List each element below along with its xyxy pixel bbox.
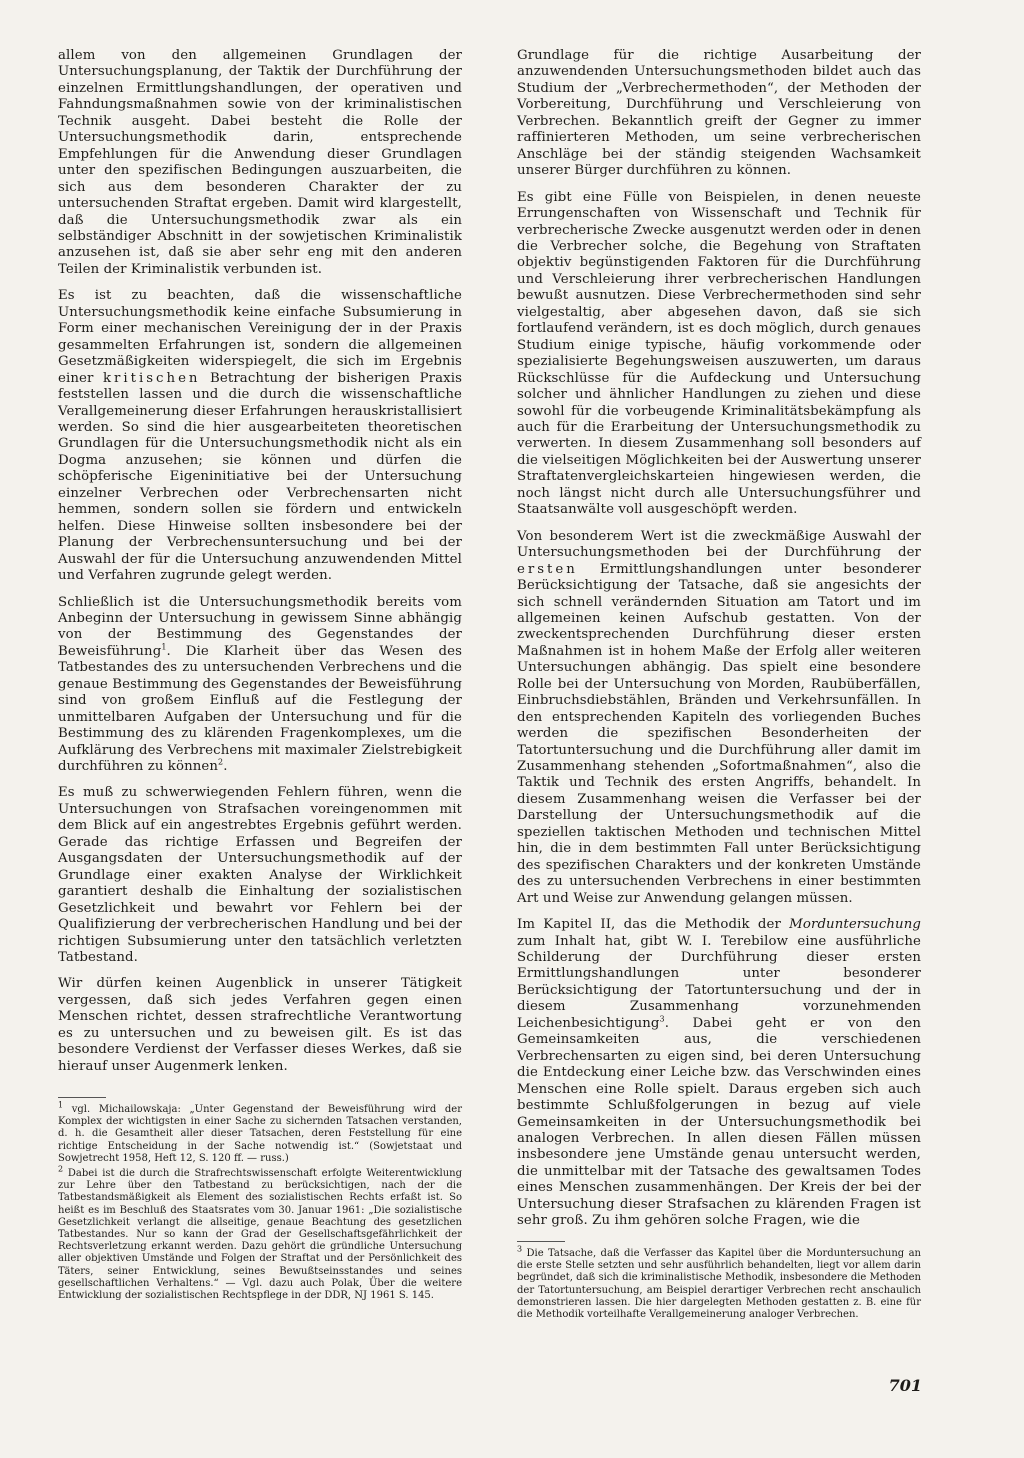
page-number: 701	[888, 1376, 922, 1395]
text-run: Von besonderem Wert ist die zweckmäßige Auswahl der Untersuchungsmethoden bei der Durchführung der	[517, 528, 921, 561]
footnote	[58, 1164, 462, 1302]
paragraph: allem von den allgemeinen Grundlagen der Untersuchungsplanung, der Taktik der Durchführung der einzelnen Ermittlungshandlungen, der operativen und Fahndungsmaßnahmen sowie von der kriminalistischen Technik ausgeht. Dabei besteht die Rolle der Untersuchungsmethodik darin, entsprechende Empfehlungen für die Anwendung dieser Grundlagen unter den spezifischen Bedingungen auszuarbeiten, die sich aus dem besonderen Charakter der zu untersuchenden Straftat ergeben. Damit wird klargestellt, daß die Untersuchungsmethodik zwar als ein selbständiger Abschnitt in der sowjetischen Kriminalistik anzusehen ist, daß sie aber sehr eng mit den anderen Teilen der Kriminalistik verbunden ist.	[58, 48, 462, 277]
text-run: zum Inhalt hat, gibt W. I. Terebilow eine ausführliche Schilderung der Durchführung dieser ersten Ermittlungshandlungen unter besonderer Berücksichtigung der Tatortuntersuchung und der in diesem Zusammenhang vorzunehmenden Leichenbesichtigung	[517, 933, 921, 1031]
paragraph	[58, 595, 462, 776]
footnote-ref: 2	[218, 757, 224, 767]
footnote-number: 2	[58, 1164, 64, 1174]
right-footnotes	[517, 1244, 921, 1324]
text-run: Betrachtung der bisherigen Praxis feststellen lassen und die durch die wissenschaftliche Verallgemeinerung dieser Erfahrungen herauskristallisiert werden. So sind die hier ausgearbeiteten theoretischen Grundlagen für die Untersuchungsmethodik nicht als ein Dogma anzusehen; sie können und dürfen die schöpferische Eigeninitiative bei der Untersuchung einzelner Verbrechen oder Verbrechensarten nicht hemmen, sondern sollen sie fördern und entwickeln helfen. Diese Hinweise sollten insbesondere bei der Planung der Verbrechensuntersuchung und bei der Auswahl der für die Untersuchung anzuwendenden Mittel und Verfahren zugrunde gelegt werden.	[58, 370, 463, 584]
right-column	[517, 48, 921, 1240]
footnote-number: 3	[517, 1244, 523, 1254]
text-run: . Dabei geht er von den Gemeinsamkeiten aus, die verschiedenen Verbrechensarten zu eigen sind, bei deren Untersuchung die Entdeckung einer Leiche bzw. das Verschwinden eines Menschen eine Rolle spielt. Daraus ergeben sich auch bestimmte Schlußfolgerungen in bezug auf viele Gemeinsamkeiten in der Untersuchungsmethodik bei analogen Verbrechen. In allen diesen Fällen müssen insbesondere jene Umstände genau untersucht werden, die unmittelbar mit der Tatsache des gewaltsamen Todes eines Menschen zusammenhängen. Der Kreis der bei der Untersuchung dieser Strafsachen zu klärenden Fragen ist sehr groß. Zu ihm gehören solche Fragen, wie die	[517, 1015, 921, 1229]
footnote-divider	[58, 1097, 106, 1098]
footnote-ref: 3	[659, 1014, 665, 1024]
paragraph	[517, 917, 921, 1230]
footnote-text: Die Tatsache, daß die Verfasser das Kapitel über die Morduntersuchung an die erste Stelle setzten und sehr ausführlich behandelten, liegt vor allem darin begründet, daß sich die kriminalistische Methodik, insbesondere die Methoden der Tatortuntersuchung, am Beispiel derartiger Verbrechen recht anschaulich demonstrieren lassen. Die hier dargelegten Methoden gestatten z. B. eine für die Methodik vorteilhafte Verallgemeinerung analoger Verbrechen.	[517, 1248, 921, 1321]
paragraph: Grundlage für die richtige Ausarbeitung der anzuwendenden Untersuchungsmethoden bildet auch das Studium der „Verbrechermethoden“, der Methoden der Vorbereitung, Durchführung und Verschleierung von Verbrechen. Bekanntlich greift der Gegner zu immer raffinierteren Methoden, um seine verbrecherischen Anschläge bei der ständig steigenden Wachsamkeit unserer Bürger durchführen zu können.	[517, 48, 921, 179]
paragraph: Wir dürfen keinen Augenblick in unserer Tätigkeit vergessen, daß sich jedes Verfahren gegen einen Menschen richtet, dessen strafrechtliche Verantwortung es zu untersuchen und zu beweisen gilt. Es ist das besondere Verdienst der Verfasser dieses Werkes, daß sie hierauf unser Augenmerk lenken.	[58, 976, 462, 1074]
footnote-ref: 1	[161, 642, 167, 652]
paragraph: Es muß zu schwerwiegenden Fehlern führen, wenn die Untersuchungen von Strafsachen voreingenommen mit dem Blick auf ein angestrebtes Ergebnis geführt werden. Gerade das richtige Erfassen und Begreifen der Ausgangsdaten der Untersuchungsmethodik auf der Grundlage einer exakten Analyse der Wirklichkeit garantiert deshalb die Einhaltung der sozialistischen Gesetzlichkeit und bewahrt vor Fehlern bei der Qualifizierung der verbrecherischen Handlung und bei der richtigen Subsumierung unter den tatsächlich verletzten Tatbestand.	[58, 785, 462, 966]
text-run: .	[223, 759, 228, 775]
spaced-emphasis: ersten	[517, 561, 578, 577]
text-run: Es ist zu beachten, daß die wissenschaftliche Untersuchungsmethodik keine einfache Subsumierung in Form einer mechanischen Vereinigung der in der Praxis gesammelten Erfahrungen ist, sondern die allgemeinen Gesetzmäßigkeiten widerspiegelt, die sich im Ergebnis einer	[58, 288, 462, 386]
left-column	[58, 48, 462, 1085]
paragraph: Es gibt eine Fülle von Beispielen, in denen neueste Errungenschaften von Wissenschaft und Technik für verbrecherische Zwecke ausgenutzt werden oder in denen die Verbrecher solche, die Begehung von Straftaten objektiv begünstigenden Faktoren für die Durchführung und Verschleierung ihrer verbrecherischen Handlungen bewußt ausnutzen. Diese Verbrechermethoden sind sehr vielgestaltig, aber abgesehen davon, daß sie sich fortlaufend verändern, ist es doch möglich, durch genaues Studium einige typische, häufig vorkommende oder spezialisierte Begehungsweisen auszuwerten, um daraus Rückschlüsse für die Aufdeckung und Untersuchung solcher und ähnlicher Handlungen zu ziehen und diese sowohl für die vorbeugende Kriminalitätsbekämpfung als auch für die Erarbeitung der Untersuchungsmethodik zu verwerten. In diesem Zusammenhang soll besonders auf die vielseitigen Möglichkeiten bei der Auswertung unserer Straftatenvergleichskarteien hingewiesen werden, die noch längst nicht durch alle Untersuchungsführer und Staatsanwälte voll ausgeschöpft werden.	[517, 189, 921, 518]
text-run: Schließlich ist die Untersuchungsmethodik bereits vom Anbeginn der Untersuchung in gewissem Sinne abhängig von der Bestimmung des Gegenstandes der Beweisführung	[58, 594, 462, 659]
text-run: . Die Klarheit über das Wesen des Tatbestandes des zu untersuchenden Verbrechens und die genaue Bestimmung des Gegenstandes der Beweisführung sind von großem Einfluß auf die Festlegung der unmittelbaren Aufgaben der Untersuchung und für die Bestimmung des zu klärenden Fragenkomplexes, um die Aufklärung des Verbrechens mit maximaler Zielstrebigkeit durchführen zu können	[58, 643, 462, 775]
footnote-divider	[517, 1241, 565, 1242]
footnote	[517, 1244, 921, 1321]
text-run: Ermittlungshandlungen unter besonderer Berücksichtigung der Tatsache, daß sie angesichts der sich schnell verändernden Situation am Tatort und im allgemeinen keinen Aufschub gestatten. Von der zweckentsprechenden Durchführung dieser ersten Maßnahmen ist in hohem Maße der Erfolg aller weiteren Untersuchungen abhängig. Das spielt eine besondere Rolle bei der Untersuchung von Morden, Raubüberfällen, Einbruchsdiebstählen, Bränden und Verkehrsunfällen. In den entsprechenden Kapiteln des vorliegenden Buches werden die spezifischen Besonderheiten der Tatortuntersuchung und die Durchführung aller damit im Zusammenhang stehenden „Sofortmaßnahmen“, also die Taktik und Technik des ersten Angriffs, behandelt. In diesem Zusammenhang weisen die Verfasser bei der Darstellung der Untersuchungsmethodik auf die speziellen taktischen Methoden und technischen Mittel hin, die in dem bestimmten Fall unter Berücksichtigung des spezifischen Charakters und der konkreten Umstände des zu untersuchenden Verbrechens in einer bestimmten Art und Weise zur Anwendung gelangen müssen.	[517, 561, 922, 906]
footnote-text: vgl. Michailowskaja: „Unter Gegenstand der Beweisführung wird der Komplex der wichtigsten in einer Sache zu sichernden Tatsachen verstanden, d. h. die Gesamtheit aller dieser Tatsachen, deren Feststellung für eine richtige Entscheidung in der Sache notwendig ist.“ (Sowjetstaat und Sowjetrecht 1958, Heft 12, S. 120 ff. — russ.)	[58, 1104, 462, 1164]
text-run: Im Kapitel II, das die Methodik der	[517, 917, 781, 933]
paragraph	[58, 288, 462, 584]
paragraph	[517, 529, 921, 907]
italic-term: Morduntersuchung	[789, 917, 921, 933]
footnote-number: 1	[58, 1100, 64, 1110]
footnote-text: Dabei ist die durch die Strafrechtswissenschaft erfolgte Weiterentwicklung zur Lehre über den Tatbestand zu berücksichtigen, nach der die Tatbestandsmäßigkeit als Element des sozialistischen Rechts erfaßt ist. So heißt es im Beschluß des Staatsrates vom 30. Januar 1961: „Die sozialistische Gesetzlichkeit verlangt die allseitige, genaue Beachtung des gesetzlichen Tatbestandes. Nur so kann der Grad der Gesellschaftsgefährlichkeit der Rechtsverletzung erkannt werden. Dazu gehört die gründliche Untersuchung aller objektiven Umstände und Folgen der Straftat und der Persönlichkeit des Täters, seiner Entwicklung, seines Bewußtseinsstandes und seines gesellschaftlichen Verhaltens.“ — Vgl. dazu auch Polak, Über die weitere Entwicklung der sozialistischen Rechtspflege in der DDR, NJ 1961 S. 145.	[58, 1168, 462, 1302]
spaced-emphasis: kritischen	[102, 370, 201, 386]
left-footnotes	[58, 1100, 462, 1305]
footnote	[58, 1100, 462, 1165]
